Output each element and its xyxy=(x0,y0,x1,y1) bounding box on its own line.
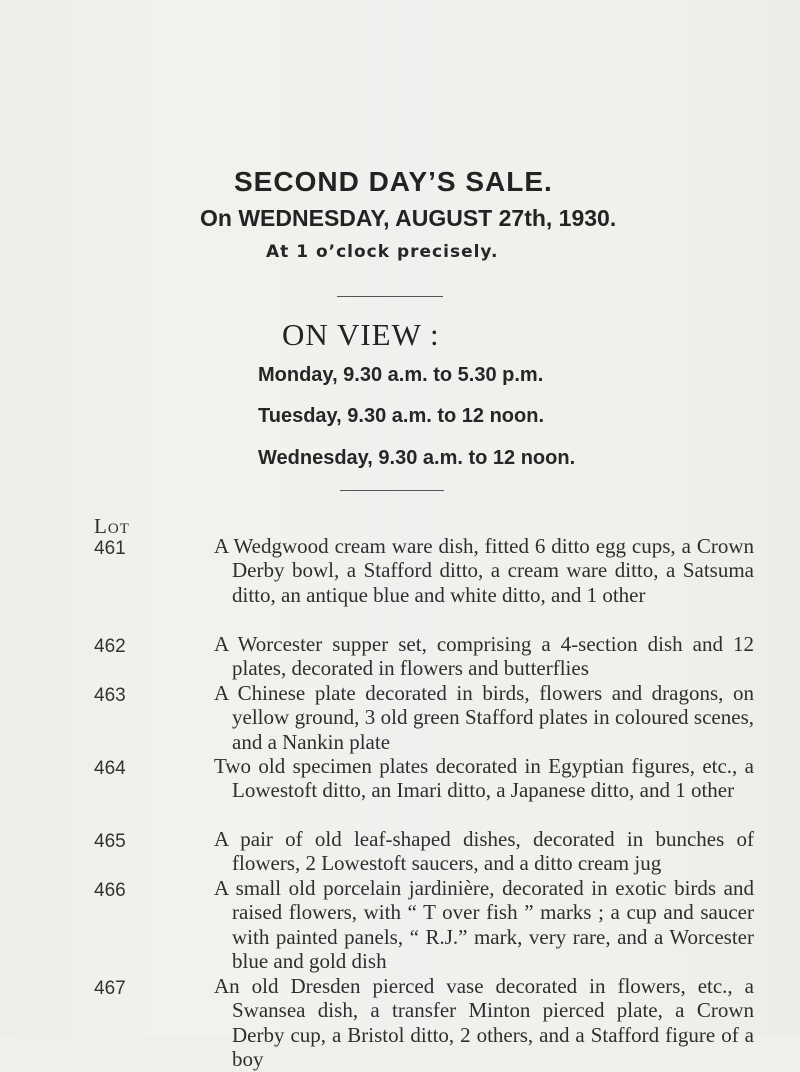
on-view-monday: Monday, 9.30 a.m. to 5.30 p.m. xyxy=(258,364,544,386)
lot-description: A Chinese plate decorated in birds, flowers and dragons, on yellow ground, 3 old green Stafford plates in coloured scenes, and a Nankin plate xyxy=(214,681,754,754)
sale-date: On WEDNESDAY, AUGUST 27th, 1930. xyxy=(200,205,617,231)
lot-description: An old Dresden pierced vase decorated in flowers, etc., a Swansea dish, a transfer Minton pierced plate, a Crown Derby cup, a Bristol ditto, 2 others, and a Stafford figure of a boy xyxy=(214,974,754,1072)
lot-number: 467 xyxy=(94,978,126,999)
lot-description: A Wedgwood cream ware dish, fitted 6 ditto egg cups, a Crown Derby bowl, a Stafford ditto, a cream ware ditto, a Satsuma ditto, an antique blue and white ditto, and 1 other xyxy=(214,534,754,607)
lot-description: A pair of old leaf-shaped dishes, decorated in bunches of flowers, 2 Lowestoft saucers, and a ditto cream jug xyxy=(214,827,754,876)
lot-number: 463 xyxy=(94,685,126,706)
lot-number: 465 xyxy=(94,831,126,852)
divider-top xyxy=(337,296,443,297)
lot-number: 466 xyxy=(94,880,126,901)
lot-description: A small old porcelain jardinière, decorated in exotic birds and raised flowers, with “ T over fish ” marks ; a cup and saucer with painted panels, “ R.J.” mark, very rare, and a Worcester blue and gold dish xyxy=(214,876,754,974)
lot-number: 464 xyxy=(94,758,126,779)
lot-description: A Worcester supper set, comprising a 4-section dish and 12 plates, decorated in flowers and butterflies xyxy=(214,632,754,681)
lot-number: 461 xyxy=(94,538,126,559)
sale-time: At 1 o’clock precisely. xyxy=(266,242,499,262)
on-view-wednesday: Wednesday, 9.30 a.m. to 12 noon. xyxy=(258,447,576,469)
sale-title: SECOND DAY’S SALE. xyxy=(234,166,553,197)
on-view-heading: ON VIEW : xyxy=(282,317,440,352)
lot-description: Two old specimen plates decorated in Egyptian figures, etc., a Lowestoft ditto, an Imari ditto, a Japanese ditto, and 1 other xyxy=(214,754,754,803)
lot-number: 462 xyxy=(94,636,126,657)
on-view-tuesday: Tuesday, 9.30 a.m. to 12 noon. xyxy=(258,405,545,427)
divider-bottom xyxy=(340,490,444,491)
lot-column-heading: Lot xyxy=(94,514,130,538)
